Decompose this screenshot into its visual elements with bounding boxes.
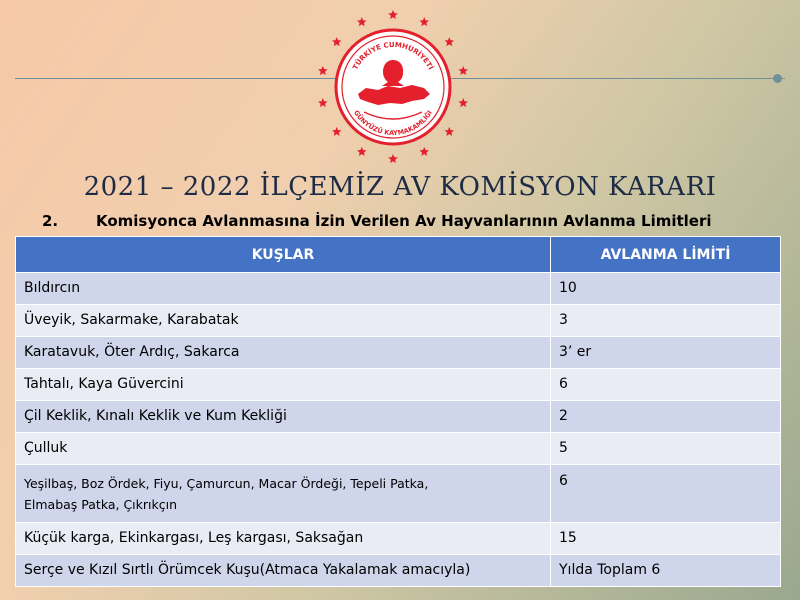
page-title: 2021 – 2022 İLÇEMİZ AV KOMİSYON KARARI (83, 172, 717, 202)
kaymakamlik-seal-logo (308, 2, 478, 172)
bird-name-cell (16, 465, 551, 523)
section-number: 2. (42, 212, 59, 230)
table-header-row (16, 237, 781, 273)
seal-star-icon (419, 17, 429, 26)
limit-cell: 15 (551, 523, 781, 555)
table-row (16, 401, 781, 433)
seal-star-icon (332, 127, 342, 136)
seal-star-icon (388, 154, 398, 163)
seal-top-text: TÜRKİYE CUMHURİYETİ (351, 40, 435, 72)
table-row (16, 523, 781, 555)
bird-name-line: Elmabaş Patka, Çıkrıkçın (24, 496, 178, 512)
column-header-birds: KUŞLAR (16, 237, 551, 273)
limit-cell: 6 (551, 369, 781, 401)
seal-bottom-text: GÜNYÜZÜ KAYMAKAMLIĞI (352, 108, 434, 138)
bird-name-cell: Tahtalı, Kaya Güvercini (16, 369, 551, 401)
limit-cell: Yılda Toplam 6 (551, 555, 781, 587)
table-row (16, 433, 781, 465)
seal-star-icon (458, 98, 468, 107)
section-subtitle (42, 212, 782, 230)
limit-cell: 3 (551, 305, 781, 337)
seal-star-icon (318, 98, 328, 107)
table-row (16, 465, 781, 523)
seal-star-icon (332, 37, 342, 46)
bird-name-cell: Serçe ve Kızıl Sırtlı Örümcek Kuşu(Atmaca Yakalamak amacıyla) (16, 555, 551, 587)
bird-name-cell: Çil Keklik, Kınalı Keklik ve Kum Kekliği (16, 401, 551, 433)
seal-star-icon (357, 17, 367, 26)
limit-cell: 3’ er (551, 337, 781, 369)
table-row (16, 369, 781, 401)
bird-name-cell: Bıldırcın (16, 273, 551, 305)
table-row (16, 305, 781, 337)
bird-name-cell: Çulluk (16, 433, 551, 465)
column-header-limit: AVLANMA LİMİTİ (551, 237, 781, 273)
bird-name-line: Yeşilbaş, Boz Ördek, Fiyu, Çamurcun, Macar Ördeği, Tepeli Patka, (24, 475, 429, 491)
limit-cell: 6 (551, 465, 781, 523)
seal-star-icon (458, 66, 468, 75)
limit-cell: 10 (551, 273, 781, 305)
seal-star-icon (419, 147, 429, 156)
table-row (16, 337, 781, 369)
seal-star-icon (388, 10, 398, 19)
bird-name-cell: Karatavuk, Öter Ardıç, Sakarca (16, 337, 551, 369)
bird-name-cell: Üveyik, Sakarmake, Karabatak (16, 305, 551, 337)
hunting-limits-table (15, 236, 781, 587)
table-row (16, 555, 781, 587)
section-heading: Komisyonca Avlanmasına İzin Verilen Av Hayvanlarının Avlanma Limitleri (96, 212, 712, 230)
header-divider-dot (773, 74, 782, 83)
seal-star-icon (318, 66, 328, 75)
seal-star-icon (445, 127, 455, 136)
seal-star-icon (445, 37, 455, 46)
limit-cell: 5 (551, 433, 781, 465)
limit-cell: 2 (551, 401, 781, 433)
seal-star-icon (357, 147, 367, 156)
bird-name-cell: Küçük karga, Ekinkargası, Leş kargası, Saksağan (16, 523, 551, 555)
table-row (16, 273, 781, 305)
